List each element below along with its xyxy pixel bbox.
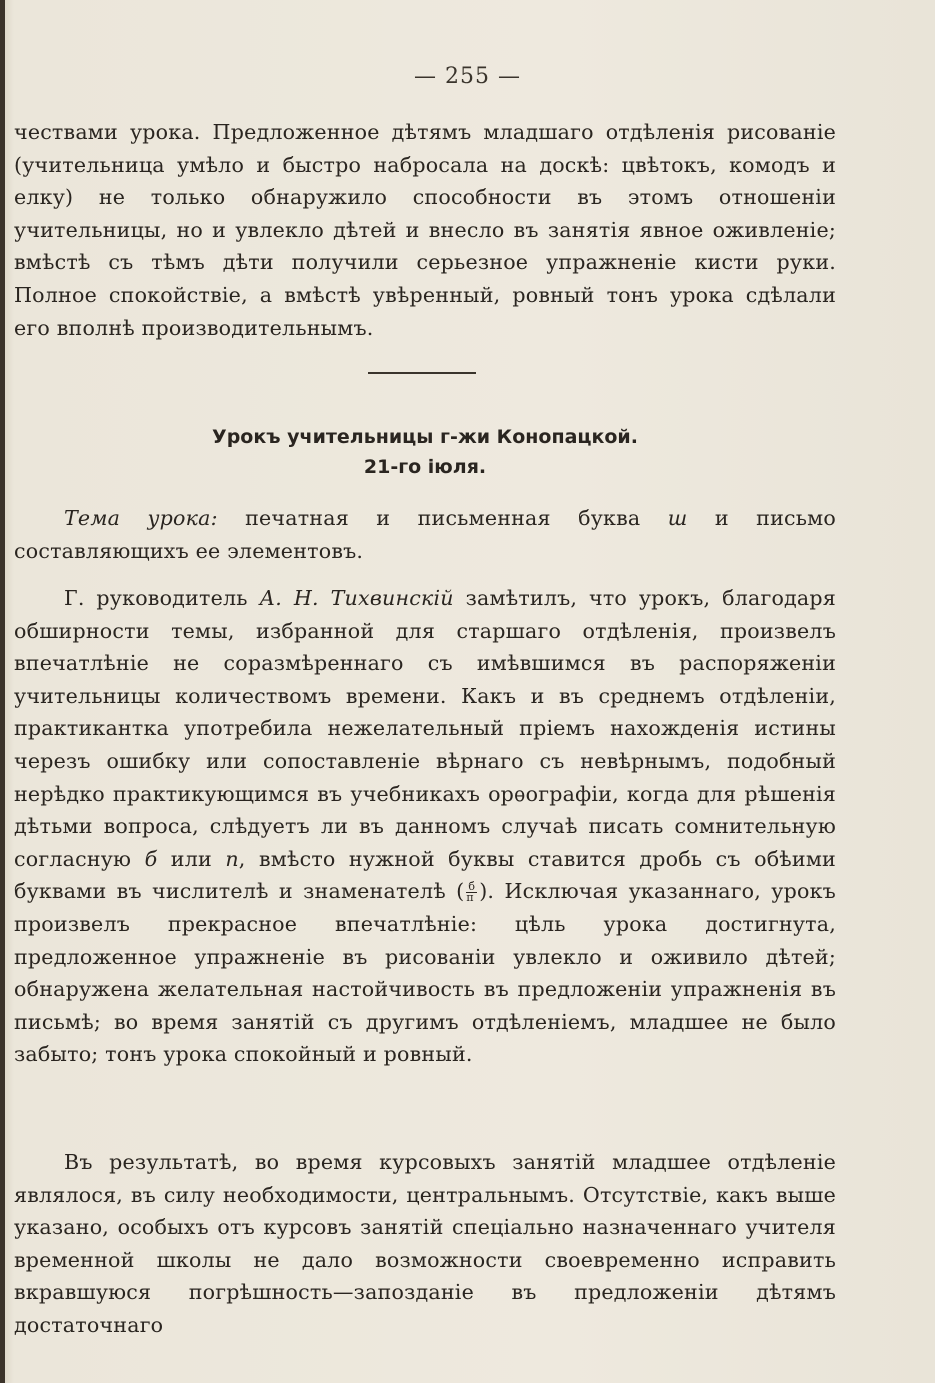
letter-b: б: [144, 846, 158, 871]
lesson-heading-title: Урокъ учительницы г-жи Конопацкой.: [212, 426, 638, 448]
lesson-heading-date: 21-го іюля.: [363, 456, 487, 478]
theme-paragraph: [14, 502, 836, 567]
review-text-3: ). Исключая указаннаго, урокъ произвелъ прекрасное впечатлѣніе: цѣль урока достигнута, предложенное упражненіе въ рисованіи увлекло и оживило дѣтей; обнаружена желательная настойчивость въ предложеніи упражненія въ письмѣ; во время занятій съ другимъ отдѣленіемъ, младшее не было забыто; тонъ урока спокойный и ровный.: [14, 879, 836, 1067]
review-text-2: , вмѣсто нужной буквы ставится дробь съ обѣими буквами въ числителѣ и знаменателѣ (: [14, 846, 836, 904]
intro-paragraph: [14, 116, 836, 344]
theme-text-before: печатная и письменная буква: [217, 506, 668, 530]
theme-label: Тема урока:: [64, 506, 218, 530]
fraction-numerator: б: [468, 880, 476, 894]
theme-text-after: и письмо составляющихъ ее элементовъ.: [14, 506, 836, 563]
section-divider-top: [368, 372, 476, 374]
letter-p: п: [225, 846, 239, 871]
page-spine: [0, 0, 5, 1383]
review-text-1: замѣтилъ, что урокъ, благодаря обширности темы, избранной для старшаго отдѣленія, произвелъ впечатлѣніе не соразмѣреннаго съ имѣвшимся въ распоряженіи учительницы количествомъ времени. Какъ и въ среднемъ отдѣленіи, практикантка употребила нежелательный пріемъ нахожденія истины черезъ ошибку или сопоставленіе вѣрнаго съ невѣрнымъ, подобный нерѣдко практикующимся въ учебникахъ орѳографіи, когда для рѣшенія дѣтьми вопроса, слѣдуетъ ли въ данномъ случаѣ писать сомнительную согласную: [14, 586, 836, 871]
letter-fraction: [466, 882, 477, 903]
theme-letter: ш: [667, 506, 688, 530]
intro-paragraph-text: чествами урока. Предложенное дѣтямъ младшаго отдѣленія рисованіе (учительница умѣло и быстро набросала на доскѣ: цвѣтокъ, комодъ и елку) не только обнаружило способности въ этомъ отношеніи учительницы, но и увлекло дѣтей и внесло въ занятія явное оживленіе; вмѣстѣ съ тѣмъ дѣти получили серьезное упражненіе кисти руки. Полное спокойствіе, а вмѣстѣ увѣренный, ровный тонъ урока сдѣлали его вполнѣ производительнымъ.: [14, 120, 836, 340]
review-text-or: или: [157, 846, 226, 871]
lesson-heading: [14, 422, 836, 482]
review-paragraph: [14, 582, 836, 1071]
supervisor-name: А. Н. Тихвинскій: [259, 586, 454, 610]
conclusion-paragraph-text: Въ результатѣ, во время курсовыхъ занятій младшее отдѣленіе являлося, въ силу необходимости, центральнымъ. Отсутствіе, какъ выше указано, особыхъ отъ курсовъ занятій спеціально назначеннаго учителя временной школы не дало возможности своевременно исправить вкравшуюся погрѣшность—запозданіе въ предложеніи дѣтямъ достаточнаго: [14, 1150, 836, 1337]
review-before-name: Г. руководитель: [64, 586, 260, 610]
conclusion-paragraph: [14, 1146, 836, 1342]
fraction-denominator: п: [466, 891, 474, 905]
page-number: — 255 —: [414, 64, 521, 89]
